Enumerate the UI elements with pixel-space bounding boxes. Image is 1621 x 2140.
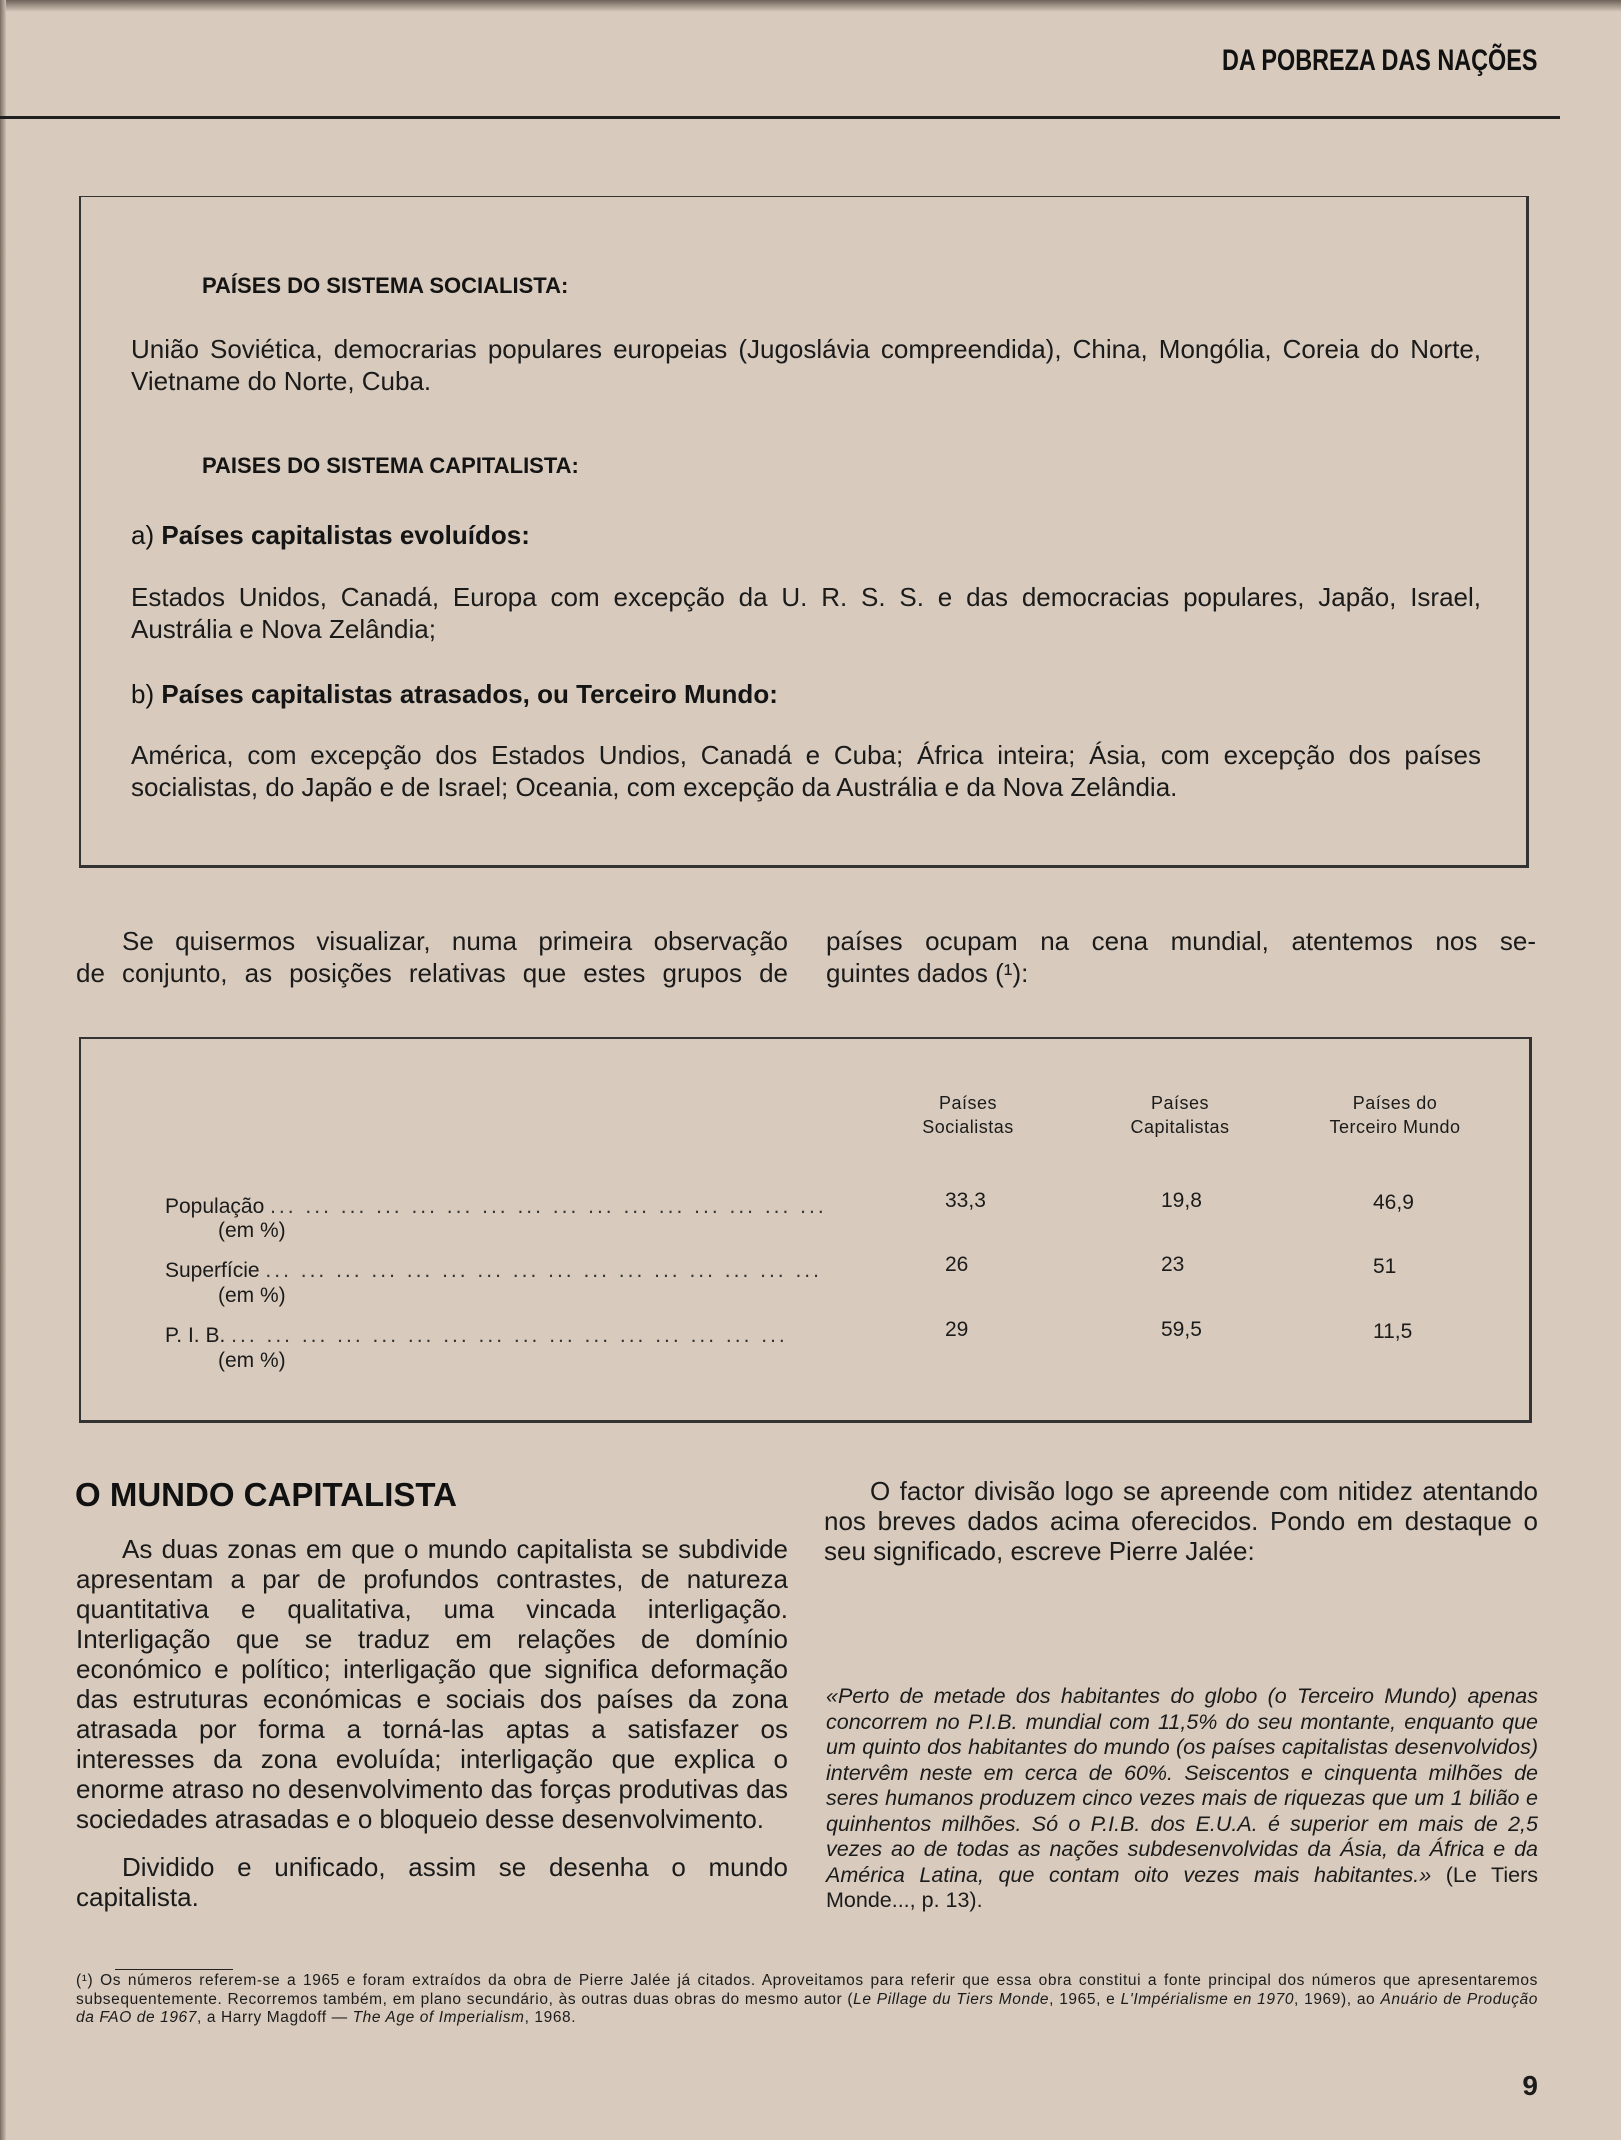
row-unit-population: (em %) [218,1219,286,1242]
row-label-surface-text: Superfície [165,1259,260,1282]
intro-left-line-1: Se quisermos visualizar, numa primeira observação [122,926,788,956]
running-head: DA POBREZA DAS NAÇÕES [1221,44,1537,77]
column-header-socialist-line-1: Países [938,1093,998,1113]
country-groups-box [79,196,1529,868]
cell-gdp-capitalist: 59,5 [1161,1318,1202,1341]
cell-population-third-world: 46,9 [1373,1191,1414,1214]
row-unit-gdp: (em %) [218,1349,286,1372]
section-left-column [76,1534,788,1930]
section-right-column [824,1476,1538,1566]
cell-surface-third-world: 51 [1373,1255,1397,1278]
footnote [76,1972,1538,2028]
cell-population-socialist: 33,3 [945,1189,986,1212]
row-label-surface [165,1259,822,1283]
developed-capitalist-label: Países capitalistas evoluídos: [161,520,530,550]
column-header-capitalist [1080,1091,1280,1139]
jalee-quote [826,1684,1538,1914]
section-title: O MUNDO CAPITALISTA [75,1476,457,1513]
column-header-capitalist-line-2: Capitalistas [1130,1117,1230,1137]
third-world-text: América, com excepção dos Estados Undios, Canadá e Cuba; África inteira; Ásia, com excepção dos países socialistas, do Japão e de Israel; Oceania, com excepção da Austrália e da Nova Zelândia. [131,740,1481,802]
footnote-text-4: , a Harry Magdoff — [197,2009,353,2026]
third-world-label: Países capitalistas atrasados, ou Terceiro Mundo: [161,679,778,709]
column-header-socialist-line-2: Socialistas [922,1117,1014,1137]
row-label-population-text: População [165,1195,265,1218]
footnote-text-1: Os números referem-se a 1965 e foram extraídos da obra de Pierre Jalée já citados. Aproveitamos para referir que essa obra constitui a fonte principal dos números que apresentaremos subsequentemente. Recorremos também, em plano secundário, às outras duas obras do mesmo autor ( [76,1972,1538,2008]
footnote-text-5: , 1968. [524,2009,577,2026]
column-header-third-world-line-2: Terceiro Mundo [1329,1117,1461,1137]
cell-gdp-socialist: 29 [945,1318,969,1341]
socialist-system-heading: PAÍSES DO SISTEMA SOCIALISTA: [202,273,569,298]
leader-dots: ... ... ... ... ... ... ... ... ... ... ... ... ... ... ... ... [231,1324,788,1347]
intro-left-column [76,925,788,989]
section-right-paragraph: O factor divisão logo se apreende com nitidez atentando nos breves dados acima oferecidos. Pondo em destaque o seu significado, escreve Pierre Jalée: [824,1476,1538,1566]
cell-gdp-third-world: 11,5 [1373,1320,1413,1343]
cell-population-capitalist: 19,8 [1161,1189,1202,1212]
capitalist-system-heading: PAISES DO SISTEMA CAPITALISTA: [202,453,579,478]
row-label-population [165,1195,827,1219]
footnote-title-1: Le Pillage du Tiers Monde [853,1990,1050,2008]
column-header-socialist [868,1091,1068,1139]
item-marker-b: b) [131,679,155,709]
row-unit-surface: (em %) [218,1284,286,1307]
column-header-third-world-line-1: Países do [1352,1093,1438,1113]
socialist-countries-text: União Soviética, democrarias populares europeias (Jugoslávia compreendida), China, Mongólia, Coreia do Norte, Vietname do Norte, Cuba. [131,334,1481,396]
developed-capitalist-text: Estados Unidos, Canadá, Europa com excepção da U. R. S. S. e das democracias populares, Japão, Israel, Austrália e Nova Zelândia; [131,582,1481,644]
column-header-capitalist-line-1: Países [1150,1093,1210,1113]
footnote-title-3: Anuário de Produção da FAO de 1967 [76,1990,1538,2026]
developed-capitalist-heading [131,520,530,551]
item-marker-a: a) [131,520,155,550]
row-label-gdp-text: P. I. B. [165,1324,226,1347]
intro-left-line-2: de conjunto, as posições relativas que estes grupos de [76,958,788,988]
section-paragraph-1: As duas zonas em que o mundo capitalista se subdivide apresentam a par de profundos contrastes, de natureza quantitativa e qualitativa, uma vincada interligação. Interligação que se traduz em relações de domínio económico e político; interligação que significa deformação das estruturas económicas e sociais dos países da zona atrasada por forma a torná-las aptas a satisfazer os interesses da zona evoluída; interligação que explica o enorme atraso no desenvolvimento das forças produtivas das sociedades atrasadas e o bloqueio desse desenvolvimento. [76,1534,788,1834]
footnote-rule [115,1969,233,1970]
page-edge-left [0,0,6,2140]
section-paragraph-2: Dividido e unificado, assim se desenha o mundo capitalista. [76,1852,788,1912]
cell-surface-socialist: 26 [945,1253,969,1276]
row-label-gdp [165,1324,788,1348]
footnote-text-3: , 1969), ao [1294,1990,1381,2008]
quote-source: (Le Tiers Monde..., p. 13). [826,1862,1538,1912]
footnote-title-4: The Age of Imperialism [352,2009,525,2026]
intro-right-column [826,925,1536,989]
quote-text: «Perto de metade dos habitantes do globo (o Terceiro Mundo) apenas concorrem no P.I.B. mundial com 11,5% do seu montante, enquanto que um quinto dos habitantes do mundo (os países capitalistas desenvolvidos) intervêm neste em cerca de 60%. Seiscentos e cinquenta milhões de seres humanos produzem cinco vezes mais de riquezas que um 1 bilião e quinhentos milhões. Só o P.I.B. dos E.U.A. é superior em mais de 2,5 vezes ao de todas as nações subdesenvolvidas da Ásia, da África e da América Latina, que contam oito vezes mais habitantes.» [826,1684,1538,1887]
cell-surface-capitalist: 23 [1161,1253,1185,1276]
header-rule [0,116,1560,119]
intro-right-line-2: guintes dados (¹): [826,958,1029,988]
data-table-box [79,1037,1532,1423]
intro-right-line-1: países ocupam na cena mundial, atentemos nos se- [826,926,1536,956]
leader-dots: ... ... ... ... ... ... ... ... ... ... ... ... ... ... ... ... [270,1195,827,1218]
column-header-third-world [1295,1091,1495,1139]
page-number: 9 [1522,2070,1538,2101]
leader-dots: ... ... ... ... ... ... ... ... ... ... ... ... ... ... ... ... [265,1259,822,1282]
page-edge-top [0,0,1621,12]
footnote-marker: (¹) [76,1972,94,1989]
footnote-title-2: L'Impérialisme en 1970 [1120,1990,1295,2008]
third-world-heading [131,679,778,710]
footnote-text-2: , 1965, e [1049,1990,1121,2008]
